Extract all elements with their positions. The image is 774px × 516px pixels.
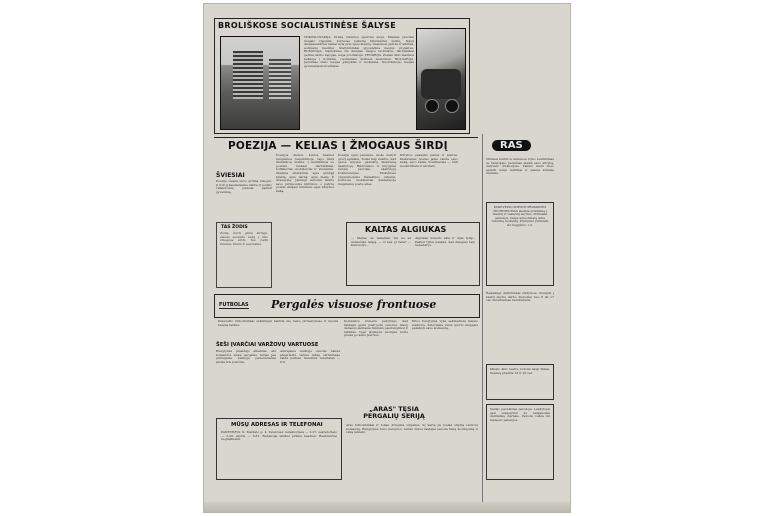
aras-text: Aras futbolininkai ir toliau džiugina sirgalius. Šį kartą jie įveikė stiprią varžovų komandą. Rungtynės buvo įtemptos, tačiau mūsų žaidėjai parodė tikrą kovingumą ir valią laimėti.	[346, 424, 478, 435]
futbolas-col-4: Kitos rungtynės vyks sekmadienį miesto stadione. Kviečiame visus sporto mėgėjus palaikyti savo komandą.	[412, 320, 478, 331]
newspaper-page	[204, 4, 570, 512]
futbolas-label: FUTBOLAS	[219, 302, 249, 308]
left-sub-title: ŠVIESIAI	[216, 172, 245, 179]
sidebar-text-top: Vilniaus kultūros namuose įvyko susitikimas su rašytojais. Jaunimas skaitė savo kūrybą, dalyvavo diskusijose. Vakaro metu buvo aptarti nauji leidiniai ir planai kitiems metams.	[486, 158, 554, 176]
futbolas-section	[214, 294, 480, 318]
address-title: MŪSŲ ADRESAS IR TELEFONAI	[231, 422, 323, 428]
banner-title: BROLIŠKOSE SOCIALISTINĖSE ŠALYSE	[218, 21, 397, 30]
kaltas-title: KALTAS ALGIUKAS	[365, 225, 447, 234]
main-headline: POEZIJA — KELIAS Į ŽMOGAUS ŠIRDĮ	[228, 140, 448, 152]
sidebar-text-mid: Reikalingi darbininkai statybose. Kreiptis į kadrų skyrių darbo dienomis nuo 8 iki 17 val. Suteikiamas bendrabutis.	[486, 292, 554, 303]
ras-logo-box	[484, 138, 556, 156]
center-column-2: Poezija ugdo jausmus, moko matyti grožį aplinkui. Todėl taip svarbu, kad geros knygos pasiektų kiekvieną skaitytoją. Bibliotekos ir knygynai rengia parodas, skaitytojų konferencijas. Mokyklose organizuojami literatūros vakarai, kuriuose moksleiviai deklamuoja mėgstamų poetų eiles.	[338, 154, 396, 186]
machinery-photo	[416, 28, 466, 130]
sesi-text-2: Antrajame kėlinyje svečiai bandė atsigriebti, tačiau mūsų vartininkas žaidė puikiai. Galutinis rezultatas — 6:0.	[280, 350, 340, 364]
sesi-title: ŠEŠI ĮVARČIAI VARŽOVŲ VARTUOSE	[216, 342, 319, 348]
kaltas-box: KALTAS ALGIUKAS — Mama, aš nekaltas! Tai ne aš sudaužiau langą. — O kas gi tada? — Kamuolys… Algiukas nuleido akis ir ilgai tylėjo. Paskui tyliai pasakė, kad daugiau taip nebedarys.	[346, 222, 480, 286]
ras-logo: RAS	[492, 140, 531, 151]
aras-title-line	[354, 406, 434, 420]
left-box-title: TAS ŽODIS	[221, 225, 248, 230]
address-box: MŪSŲ ADRESAS IR TELEFONAI PANEVĖŽYS, K. Marksto g. 4. Telefonai: redaktoriaus — 2-27, sekretoriato — 2-39, skyrių — 3-81. Redakcija laiškus priima kasdien. Rankraščiai negrąžinami.	[216, 418, 342, 480]
futbolas-intro: Panevėžio futbolininkai sėkmingai žaidžia šių metų pirmenybėse ir nuolat kaupia taškus.	[218, 320, 338, 327]
sidebar-box-1: PANEVĖŽIO MIESTO PRAMONĖS TECHNIKUMAS skelbia priėmimą į dieninį ir vakarinį skyrius. Priimami asmenys, baigę aštuonmetę arba vidurinę mokyklą. Prašymai priimami iki rugpjūčio 1 d.	[486, 202, 554, 286]
futbolas-headline: Pergalės visuose frontuose	[271, 298, 437, 311]
sidebar-box-3: Vedėjo paveikslas parodoje. Lankytojai gali susipažinti su naujausiais dailininkų darbais. Paroda veikia iki mėnesio pabaigos.	[486, 404, 554, 480]
page-bottom-edge	[204, 502, 570, 512]
left-column-text: Poezija visada buvo artima žmogui. Ji lydi jį kasdieniame darbe ir poilsio valandomis, padeda pažinti gyvenimą.	[216, 180, 272, 194]
left-box: TAS ŽODIS Žodis, kuris gimė širdyje, visada suranda kelią į kito žmogaus širdį. Tas žodis šviesus, tikras ir paprastas.	[216, 222, 272, 288]
sidebar-box-2: Miesto kino teatre rodomi nauji filmai. Seansų pradžia 18 ir 20 val.	[486, 364, 554, 400]
banner-text: ČEKOSLOVAKIJA. Praha statybos sparčiai auga. Miestas plečiasi naujais rajonais, kuriuose įsikuria tūkstančiai šeimų. Nauji daugiaaukščiai namai kyla prie upės krantų, tiesiamos gatvės ir aikštės, sodinami medžiai. Statybininkai įgyvendina naujus projektus. RUMUNIJA. Gamyklose vis daugiau naujos technikos, darbininkai gerina darbo sąlygas, auga produkcija. VENGRIJA. Žemės ūkio mašinos keliauja į kolūkius, ruošiamasi derliaus nuėmimui. BULGARIJA. Jaunimas stato naujas gamyklas ir mokyklas. Nuotraukoje: naujas gyvenamasis kvartalas.	[304, 36, 414, 68]
center-column-3: Kūrybos pasaulis platus ir įvairus. Kiekvienas poetas jame randa savo kelią, savo balsą. Svarbiausia — būti nuoširdžiam ir atviram.	[400, 154, 458, 168]
aras-title: „ARAS" TĘSIA PERGALIŲ SERIJĄ	[363, 405, 425, 420]
city-photo	[220, 36, 300, 130]
sesi-text-1: Rungtynės prasidėjo atkakliai. Abi komandos siekė pergalės, tačiau jau pirmajame kėlinyje panevėžiečiai įmušė tris įvarčius.	[216, 350, 276, 364]
futbolas-col-3: Komandos treneris pažymėjo, kad žaidėjai gerai pasiruošė sezonui. Daug dėmesio skiriama fiziniam pasirengimui ir taktikai. Ypač išsiskyrė puolėjai, kurie įmušė po kelis įvarčius.	[344, 320, 408, 338]
center-column-1: Poezijos dienos, kurios kasmet rengiamos respublikoje, tapo tikra literatūros švente. Į susitikimus su poetais renkasi darbininkai, kolūkiečiai, moksleiviai ir studentai. Skamba eilėraščiai apie gimtąjį kraštą, apie darbą, apie meilę ir draugystę. Jaunieji autoriai skaito savo pirmuosius kūrinius, o patyrę poetai dalijasi mintimis apie kūrybos kelią.	[276, 154, 334, 193]
